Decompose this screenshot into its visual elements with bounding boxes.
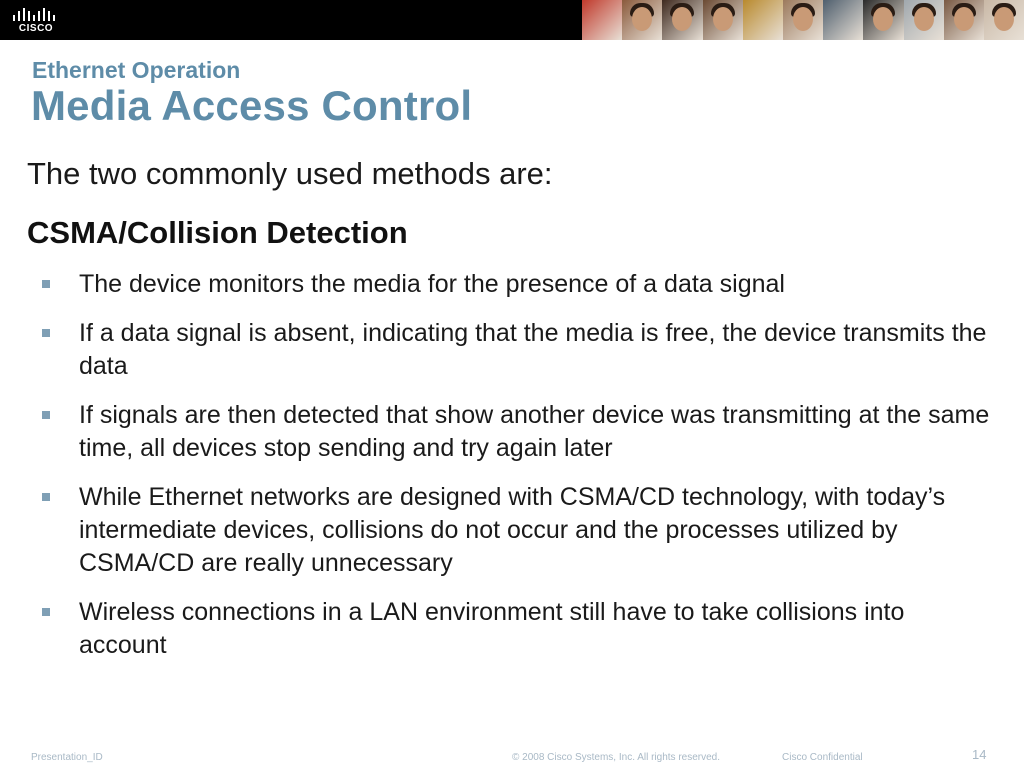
square-bullet-icon (42, 411, 50, 419)
person-photo-icon (703, 0, 743, 40)
square-bullet-icon (42, 608, 50, 616)
person-photo-icon (863, 0, 903, 40)
person-photo-icon (904, 0, 944, 40)
face-shape (632, 7, 652, 31)
bullet-item (40, 481, 990, 580)
person-photo-icon (944, 0, 984, 40)
face-shape (793, 7, 813, 31)
intro-text: The two commonly used methods are: (27, 156, 553, 191)
cisco-logo-text: CISCO (18, 23, 54, 34)
bullet-text: If a data signal is absent, indicating that the media is free, the device transmits the data (79, 319, 987, 380)
footer-presentation-id: Presentation_ID (31, 752, 103, 763)
face-shape (954, 7, 974, 31)
collage-photo-icon (823, 0, 863, 40)
section-heading: CSMA/Collision Detection (27, 215, 408, 250)
bullet-item (40, 317, 990, 383)
bullet-text: While Ethernet networks are designed with CSMA/CD technology, with today’s intermediate devices, collisions do not occur and the processes utilized by CSMA/CD are really unnecessary (79, 483, 946, 577)
face-shape (713, 7, 733, 31)
header-bar (0, 0, 1024, 40)
bullet-item (40, 399, 990, 465)
footer-confidential: Cisco Confidential (782, 752, 863, 763)
person-photo-icon (783, 0, 823, 40)
slide-subtitle: Ethernet Operation (32, 57, 241, 83)
bullet-text: Wireless connections in a LAN environment still have to take collisions into account (79, 598, 905, 659)
face-shape (994, 7, 1014, 31)
square-bullet-icon (42, 280, 50, 288)
square-bullet-icon (42, 493, 50, 501)
bullet-text: If signals are then detected that show another device was transmitting at the same time, all devices stop sending and try again later (79, 401, 990, 462)
footer-copyright: © 2008 Cisco Systems, Inc. All rights reserved. (512, 752, 721, 763)
face-shape (873, 7, 893, 31)
header-photo-strip (582, 0, 1024, 40)
bullet-item (40, 268, 990, 301)
bullet-list (40, 268, 990, 678)
cisco-logo-icon (10, 5, 62, 35)
bullet-item (40, 596, 990, 662)
face-shape (672, 7, 692, 31)
collage-photo-icon (743, 0, 783, 40)
person-photo-icon (984, 0, 1024, 40)
page-number: 14 (972, 747, 987, 762)
person-photo-icon (622, 0, 662, 40)
square-bullet-icon (42, 329, 50, 337)
person-photo-icon (662, 0, 702, 40)
bullet-text: The device monitors the media for the presence of a data signal (79, 270, 785, 298)
slide-title: Media Access Control (31, 82, 473, 129)
collage-photo-icon (582, 0, 622, 40)
face-shape (914, 7, 934, 31)
cisco-bars-icon (11, 7, 59, 23)
